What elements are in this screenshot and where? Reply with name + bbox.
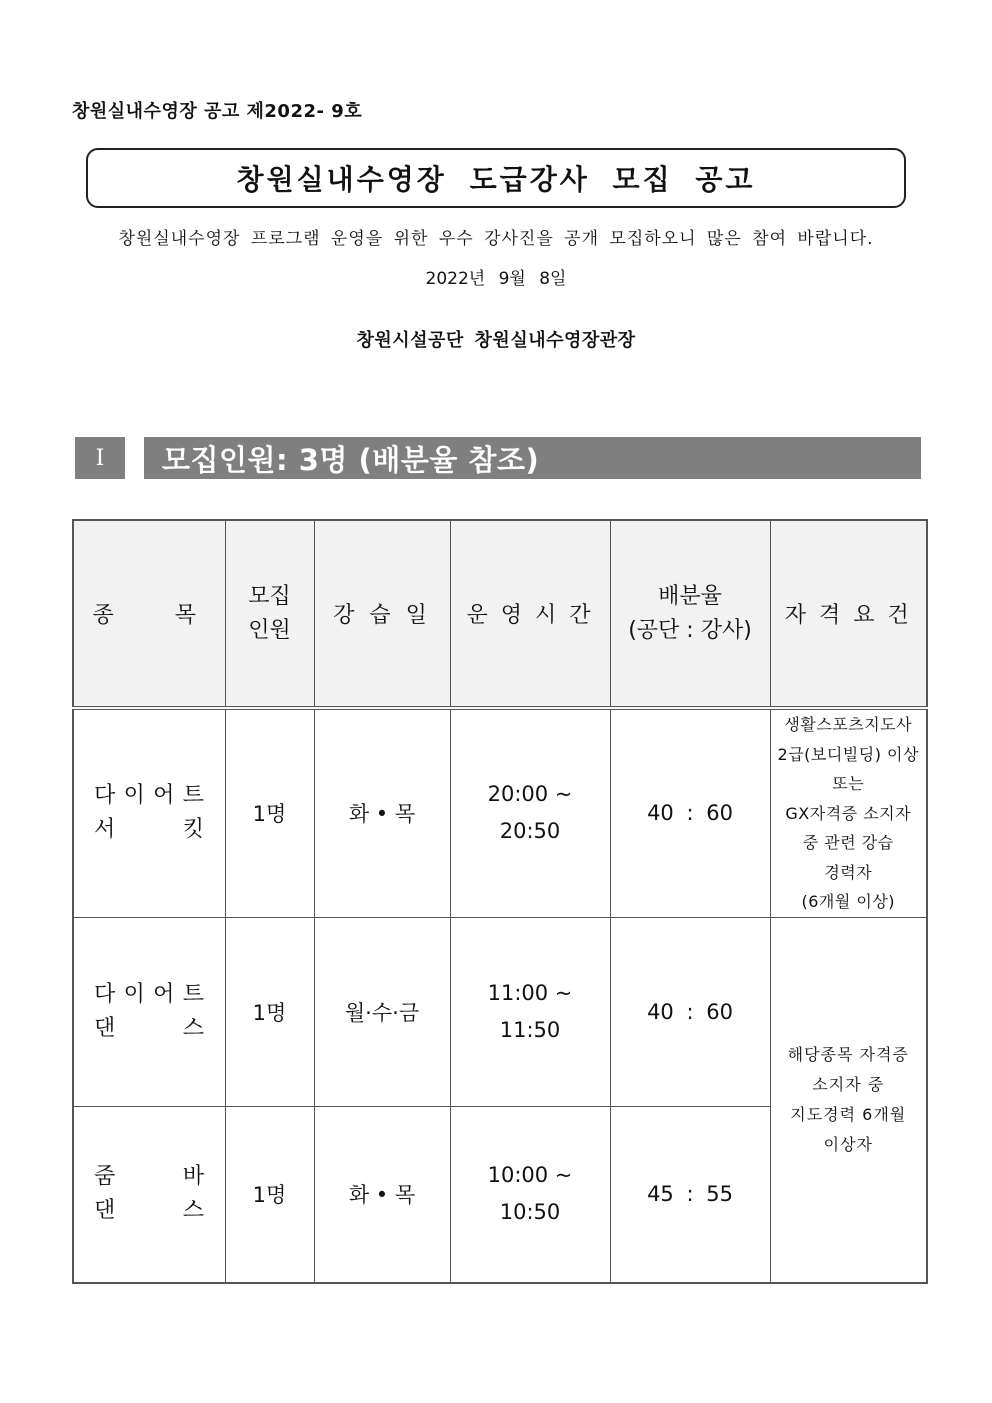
- header-days: 강 습 일: [314, 520, 450, 708]
- header-ratio-line1: 배분율: [658, 583, 722, 609]
- section-title: 모집인원: 3명 (배분율 참조): [144, 437, 921, 479]
- document-title: 창원실내수영장 도급강사 모집 공고: [236, 163, 756, 196]
- header-count-line2: 인원: [248, 617, 291, 643]
- header-count-line1: 모집: [248, 583, 291, 609]
- header-ratio-line2: (공단 : 강사): [628, 617, 752, 643]
- row-days: 화 • 목: [314, 1106, 450, 1283]
- section-number: Ⅰ: [75, 437, 125, 479]
- table-row: [73, 917, 927, 1106]
- table-header-row: [73, 520, 927, 708]
- row-ratio: 40 : 60: [610, 708, 770, 917]
- row-time: 20:00 ~ 20:50: [450, 708, 610, 917]
- issuing-organization: 창원시설공단 창원실내수영장관장: [356, 330, 636, 351]
- row-name-cell: [73, 917, 225, 1106]
- header-qualification: 자 격 요 건: [770, 520, 927, 708]
- row-time: 11:00 ~ 11:50: [450, 917, 610, 1106]
- program-name: 다 이 어 트 댄 스: [94, 981, 204, 1041]
- row-qualification: 생활스포츠지도사 2급(보디빌딩) 이상 또는 GX자격증 소지자 중 관련 강습 경력자 (6개월 이상): [770, 708, 927, 917]
- header-count: [225, 520, 314, 708]
- row-name-cell: [73, 1106, 225, 1283]
- title-box: [86, 148, 906, 208]
- row-count: 1명: [225, 1106, 314, 1283]
- row-count: 1명: [225, 917, 314, 1106]
- row-time: 10:00 ~ 10:50: [450, 1106, 610, 1283]
- table-row: [73, 708, 927, 917]
- header-hours: 운 영 시 간: [450, 520, 610, 708]
- row-ratio: 45 : 55: [610, 1106, 770, 1283]
- header-ratio: [610, 520, 770, 708]
- header-category: 종 목: [73, 520, 225, 708]
- row-name-cell: [73, 708, 225, 917]
- notice-date: 2022년 9월 8일: [425, 269, 567, 289]
- intro-text: 창원실내수영장 프로그램 운영을 위한 우수 강사진을 공개 모집하오니 많은 참여 바랍니다.: [118, 229, 874, 249]
- row-days: 화 • 목: [314, 708, 450, 917]
- row-count: 1명: [225, 708, 314, 917]
- program-name: 다 이 어 트 서 킷: [94, 783, 204, 843]
- row-days: 월·수·금: [314, 917, 450, 1106]
- recruitment-table: [72, 519, 928, 1284]
- program-name: 줌 바 댄 스: [94, 1164, 204, 1224]
- shared-qualification: 해당종목 자격증 소지자 중 지도경력 6개월 이상자: [770, 917, 927, 1283]
- notice-number: 창원실내수영장 공고 제2022- 9호: [72, 101, 363, 122]
- row-ratio: 40 : 60: [610, 917, 770, 1106]
